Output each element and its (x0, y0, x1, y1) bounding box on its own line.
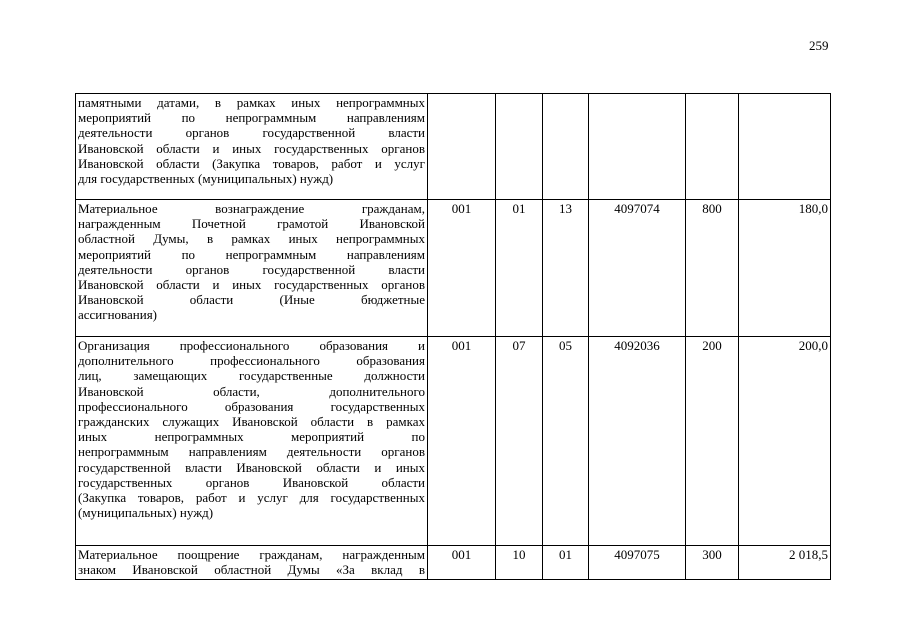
expense-type-code (686, 94, 739, 200)
expense-type-code: 800 (686, 200, 739, 337)
target-article-code: 4092036 (589, 337, 686, 546)
budget-table (75, 93, 831, 580)
table-row (76, 337, 831, 546)
table-row (76, 200, 831, 337)
table-row (76, 94, 831, 200)
row-description: Организация профессионального образования и дополнительного профессионального образования лиц, замещающих государственные должности Ивановской области, дополнительного профессионального образования государственных гражданских служащих Ивановской области в рамках иных непрограммных мероприятий по непрограммным направлениям деятельности органов государственной власти Ивановской области и иных государственных органов Ивановской области (Закупка товаров, работ и услуг для государственных (муниципальных) нужд) (76, 337, 428, 546)
subsection-code (543, 94, 589, 200)
section-code: 07 (496, 337, 543, 546)
target-article-code: 4097075 (589, 546, 686, 580)
section-code (496, 94, 543, 200)
amount-value (739, 94, 831, 200)
expense-type-code: 300 (686, 546, 739, 580)
ministry-code: 001 (428, 337, 496, 546)
row-description: памятными датами, в рамках иных непрограммных мероприятий по непрограммным направлениям деятельности органов государственной власти Ивановской области и иных государственных органов Ивановской области (Закупка товаров, работ и услуг для государственных (муниципальных) нужд) (76, 94, 428, 200)
target-article-code (589, 94, 686, 200)
amount-value: 200,0 (739, 337, 831, 546)
ministry-code: 001 (428, 546, 496, 580)
page-number: 259 (809, 38, 829, 53)
subsection-code: 13 (543, 200, 589, 337)
subsection-code: 01 (543, 546, 589, 580)
table-row (76, 546, 831, 580)
expense-type-code: 200 (686, 337, 739, 546)
ministry-code (428, 94, 496, 200)
ministry-code: 001 (428, 200, 496, 337)
section-code: 01 (496, 200, 543, 337)
amount-value: 2 018,5 (739, 546, 831, 580)
amount-value: 180,0 (739, 200, 831, 337)
section-code: 10 (496, 546, 543, 580)
subsection-code: 05 (543, 337, 589, 546)
row-description: Материальное поощрение гражданам, награжденным знаком Ивановской областной Думы «За вклад в (76, 546, 428, 580)
target-article-code: 4097074 (589, 200, 686, 337)
row-description: Материальное вознаграждение гражданам, награжденным Почетной грамотой Ивановской областной Думы, в рамках иных непрограммных мероприятий по непрограммным направлениям деятельности органов государственной власти Ивановской области и иных государственных органов Ивановской области (Иные бюджетные ассигнования) (76, 200, 428, 337)
